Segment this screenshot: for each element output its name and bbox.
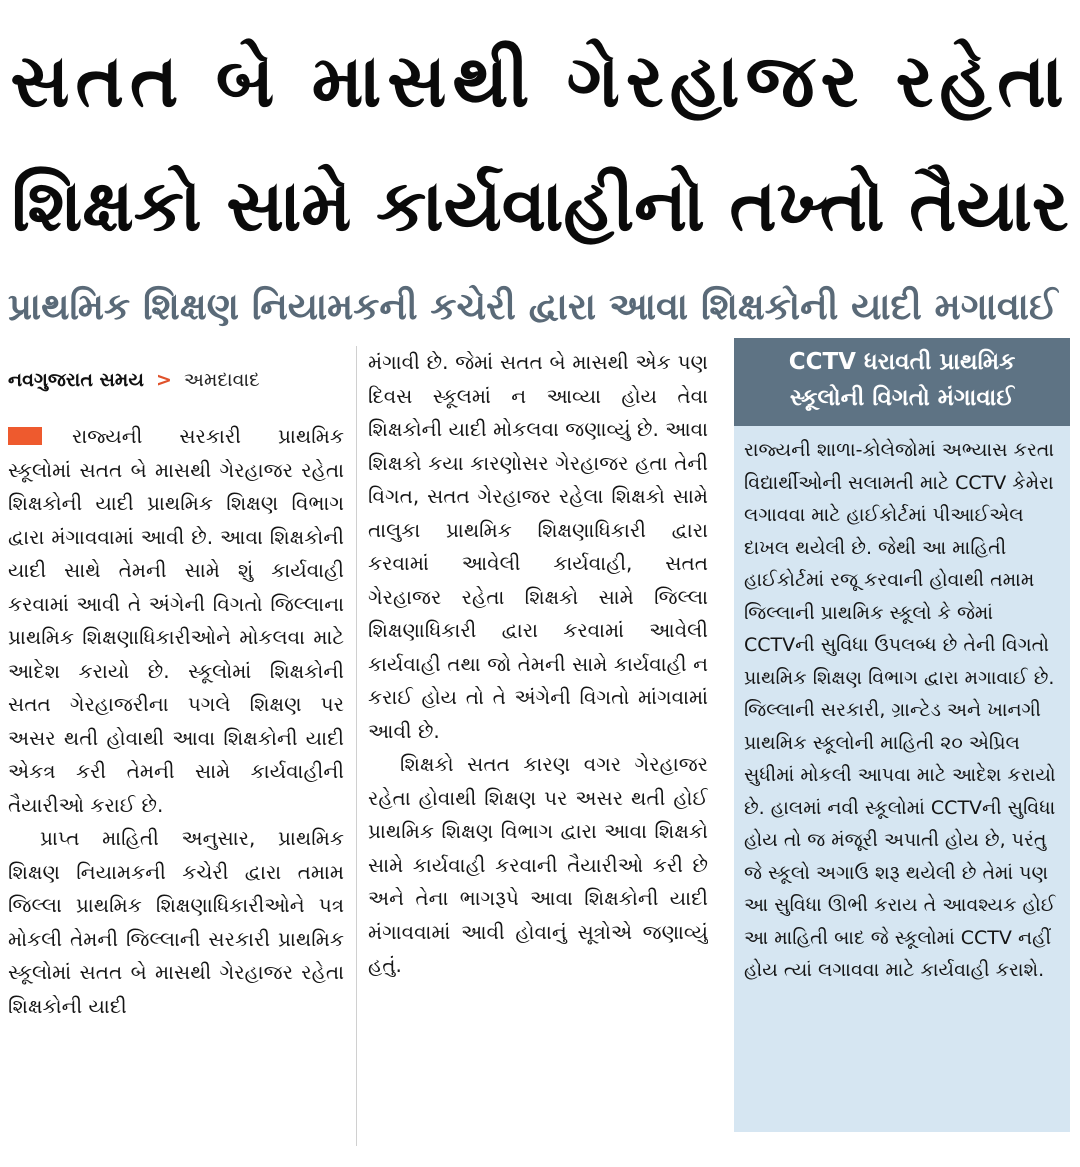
byline [8,362,344,398]
headline-line-1: સતત બે માસથી ગેરહાજર રહેતા [10,39,1070,124]
article-column-1 [8,362,344,1152]
sidebar-box [734,338,1070,1132]
article-paragraph-2-continued: મંગાવી છે. જેમાં સતત બે માસથી એક પણ દિવસ સ્કૂલમાં ન આવ્યા હોય તેવા શિક્ષકોની યાદી મોકલવા જણાવ્યું છે. આવા શિક્ષકો કયા કારણોસર ગેરહાજર હતા તેની વિગત, સતત ગેરહાજર રહેલા શિક્ષકો સામે તાલુકા પ્રાથમિક શિક્ષણાધિકારી દ્વારા કરવામાં આવેલી કાર્યવાહી, સતત ગેરહાજર રહેતા શિક્ષકો સામે જિલ્લા શિક્ષણાધિકારી દ્વારા કરવામાં આવેલી કાર્યવાહી તથા જો તેમની સામે કાર્યવાહી ન કરાઈ હોય તો તે અંગેની વિગતો માંગવામાં આવી છે. [368,350,708,743]
article-paragraph-2: પ્રાપ્ત માહિતી અનુસાર, પ્રાથમિક શિક્ષણ નિયામકની કચેરી દ્વારા તમામ જિલ્લા પ્રાથમિક શિક્ષણાધિકારીઓને પત્ર મોકલી તેમની જિલ્લાની સરકારી પ્રાથમિક સ્કૂલોમાં સતત બે માસથી ગેરહાજર રહેતા શિક્ષકોની યાદી [8,826,344,1018]
subheadline: પ્રાથમિક શિક્ષણ નિયામકની કચેરી દ્વારા આવા શિક્ષકોની યાદી મગાવાઈ [8,285,1058,328]
article-paragraph [8,420,344,822]
byline-city: અમદાવાદ [183,369,260,391]
paragraph-marker-icon [8,427,42,445]
sidebar-title-line-2: સ્કૂલોની વિગતો મંગાવાઈ [789,385,1015,411]
byline-newspaper: નવગુજરાત સમય [8,369,144,391]
sidebar-body: રાજ્યની શાળા-કોલેજોમાં અભ્યાસ કરતા વિદ્યાર્થીઓની સલામતી માટે CCTV કેમેરા લગાવવા માટે હાઈકોર્ટમાં પીઆઈએલ દાખલ થયેલી છે. જેથી આ માહિતી હાઈકોર્ટમાં રજૂ કરવાની હોવાથી તમામ જિલ્લાની પ્રાથમિક સ્કૂલો કે જેમાં CCTVની સુવિધા ઉપલબ્ધ છે તેની વિગતો પ્રાથમિક શિક્ષણ વિભાગ દ્વારા મગાવાઈ છે. જિલ્લાની સરકારી, ગ્રાન્ટેડ અને ખાનગી પ્રાથમિક સ્કૂલોની માહિતી ૨૦ એપ્રિલ સુધીમાં મોકલી આપવા માટે આદેશ કરાયો છે. હાલમાં નવી સ્કૂલોમાં CCTVની સુવિધા હોય તો જ મંજૂરી અપાતી હોય છે, પરંતુ જે સ્કૂલો અગાઉ શરૂ થયેલી છે તેમાં પણ આ સુવિધા ઊભી કરાય તે આવશ્યક હોઈ આ માહિતી બાદ જે સ્કૂલોમાં CCTV નહીં હોય ત્યાં લગાવવા માટે કાર્યવાહી કરાશે. [744,439,1056,981]
byline-separator: > [155,369,172,391]
column-divider [356,346,357,1146]
sidebar-title [734,338,1070,426]
sidebar-title-line-1: CCTV ધરાવતી પ્રાથમિક [788,349,1016,375]
article-column-2 [368,346,708,1152]
headline-line-2: શિક્ષકો સામે કાર્યવાહીનો તખ્તો તૈયાર [11,164,1069,247]
article-paragraph-1-text: રાજ્યની સરકારી પ્રાથમિક સ્કૂલોમાં સતત બે માસથી ગેરહાજર રહેતા શિક્ષકોની યાદી પ્રાથમિક શિક્ષણ વિભાગ દ્વારા મંગાવવામાં આવી છે. આવા શિક્ષકોની યાદી સાથે તેમની સામે શું કાર્યવાહી કરવામાં આવી તે અંગેની વિગતો જિલ્લાના પ્રાથમિક શિક્ષણાધિકારીઓને મોકલવા માટે આદેશ કરાયો છે. સ્કૂલોમાં શિક્ષકોની સતત ગેરહાજરીના પગલે શિક્ષણ પર અસર થતી હોવાથી આવા શિક્ષકોની યાદી એકત્ર કરી તેમની સામે કાર્યવાહીની તૈયારીઓ કરાઈ છે. [8,424,344,817]
article-paragraph-3: શિક્ષકો સતત કારણ વગર ગેરહાજર રહેતા હોવાથી શિક્ષણ પર અસર થતી હોઈ પ્રાથમિક શિક્ષણ વિભાગ દ્વારા આવા શિક્ષકો સામે કાર્યવાહી કરવાની તૈયારીઓ કરી છે અને તેના ભાગરૂપે આવા શિક્ષકોની યાદી મંગાવવામાં આવી હોવાનું સૂત્રોએ જણાવ્યું હતું. [368,752,708,977]
